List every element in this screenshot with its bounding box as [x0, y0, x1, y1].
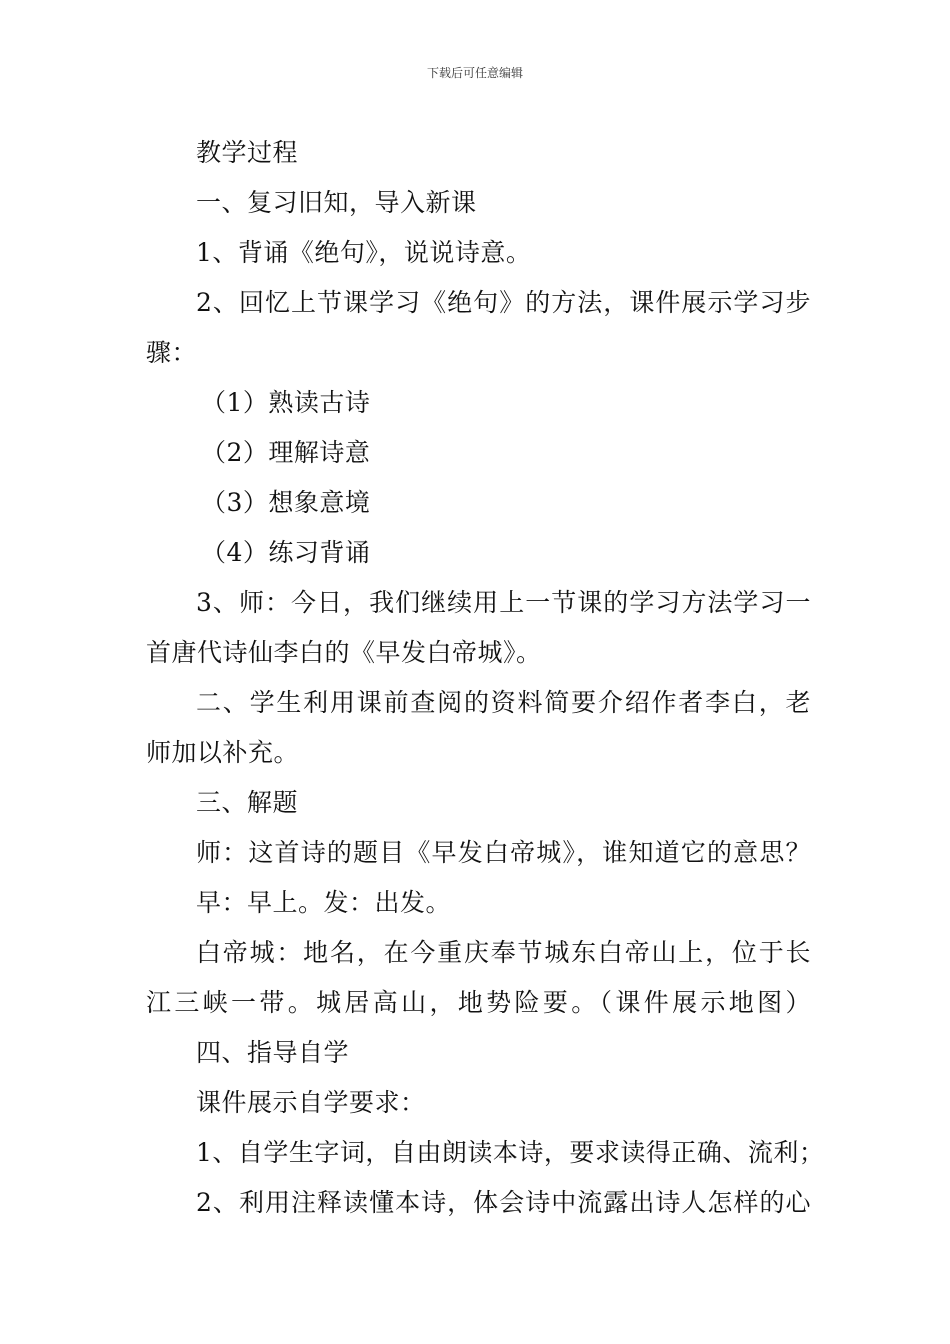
- document-body: [146, 128, 825, 1228]
- paragraph-line: 江三峡一带。城居高山，地势险要。（课件展示地图）: [146, 988, 811, 1017]
- page-header: 下载后可任意编辑: [426, 66, 523, 80]
- list-item-step: （4）练习背诵: [201, 538, 371, 567]
- paragraph-line: 白帝城：地名，在今重庆奉节城东白帝山上，位于长: [196, 938, 811, 967]
- paragraph-line: 2、回忆上节课学习《绝句》的方法，课件展示学习步: [196, 288, 811, 317]
- paragraph-line: 首唐代诗仙李白的《早发白帝城》。: [146, 638, 542, 667]
- paragraph-line: 1、自学生字词，自由朗读本诗，要求读得正确、流利；: [196, 1138, 825, 1167]
- section-heading-title-analysis: 三、解题: [196, 788, 299, 817]
- paragraph-line: 骤：: [146, 338, 198, 367]
- paragraph-line: 师加以补充。: [146, 738, 300, 767]
- paragraph-line: 3、师：今日，我们继续用上一节课的学习方法学习一: [196, 588, 811, 617]
- section-heading-review: 一、复习旧知，导入新课: [196, 188, 477, 217]
- list-item-step: （3）想象意境: [201, 488, 371, 517]
- paragraph-line: 课件展示自学要求：: [196, 1088, 426, 1117]
- section-heading-author: 二、学生利用课前查阅的资料简要介绍作者李白，老: [196, 688, 811, 717]
- list-item-step: （1）熟读古诗: [201, 388, 371, 417]
- section-heading-self-study: 四、指导自学: [196, 1038, 350, 1067]
- paragraph-line: 1、背诵《绝句》，说说诗意。: [196, 238, 532, 267]
- paragraph-line: 师：这首诗的题目《早发白帝城》，谁知道它的意思？: [196, 838, 811, 867]
- list-item-step: （2）理解诗意: [201, 438, 371, 467]
- paragraph-line: 早：早上。发：出发。: [196, 888, 452, 917]
- paragraph-line: 2、利用注释读懂本诗，体会诗中流露出诗人怎样的心: [196, 1188, 811, 1217]
- section-title-teaching-process: 教学过程: [196, 138, 299, 167]
